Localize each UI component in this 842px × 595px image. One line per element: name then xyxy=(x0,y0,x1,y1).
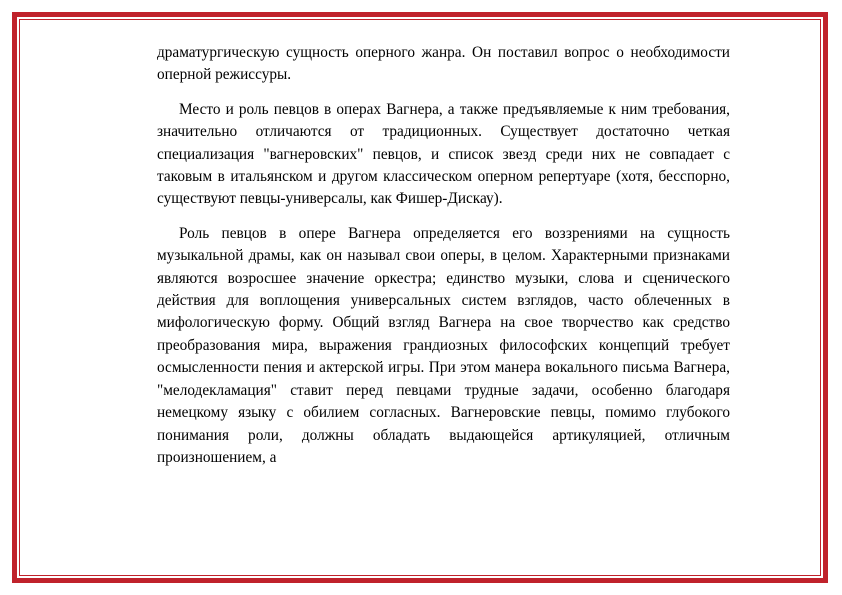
paragraph-music-drama: Роль певцов в опере Вагнера определяется его воззрениями на сущность музыкальной драмы, как он называл свои оперы, в целом. Характерными признаками являются возросшее значение оркестра; единство музыки, слова и сценического действия для воплощения универсальных систем взглядов, часто облеченных в мифологическую форму. Общий взгляд Вагнера на свое творчество как средство преобразования мира, выражения грандиозных философских концепций требует осмысленности пения и актерской игры. При этом манера вокального письма Вагнера, "мелодекламация" ставит перед певцами трудные задачи, особенно благодаря немецкому языку с обилием согласных. Вагнеровские певцы, помимо глубокого понимания роли, должны обладать выдающейся артикуляцией, отличным произношением, а xyxy=(157,224,730,466)
paragraph-singers-role: Место и роль певцов в операх Вагнера, а также предъявляемые к ним требования, значительно отличаются от традиционных. Существует достаточно четкая специализация "вагнеровских" певцов, и список звезд среди них не совпадает с таковым в итальянском и другом классическом оперном репертуаре (хотя, бесспорно, существуют певцы-универсалы, как Фишер-Дискау). xyxy=(157,100,730,208)
document-body xyxy=(157,42,730,469)
paragraph-continued: драматургическую сущность оперного жанра. Он поставил вопрос о необходимости оперной режиссуры. xyxy=(157,44,730,84)
